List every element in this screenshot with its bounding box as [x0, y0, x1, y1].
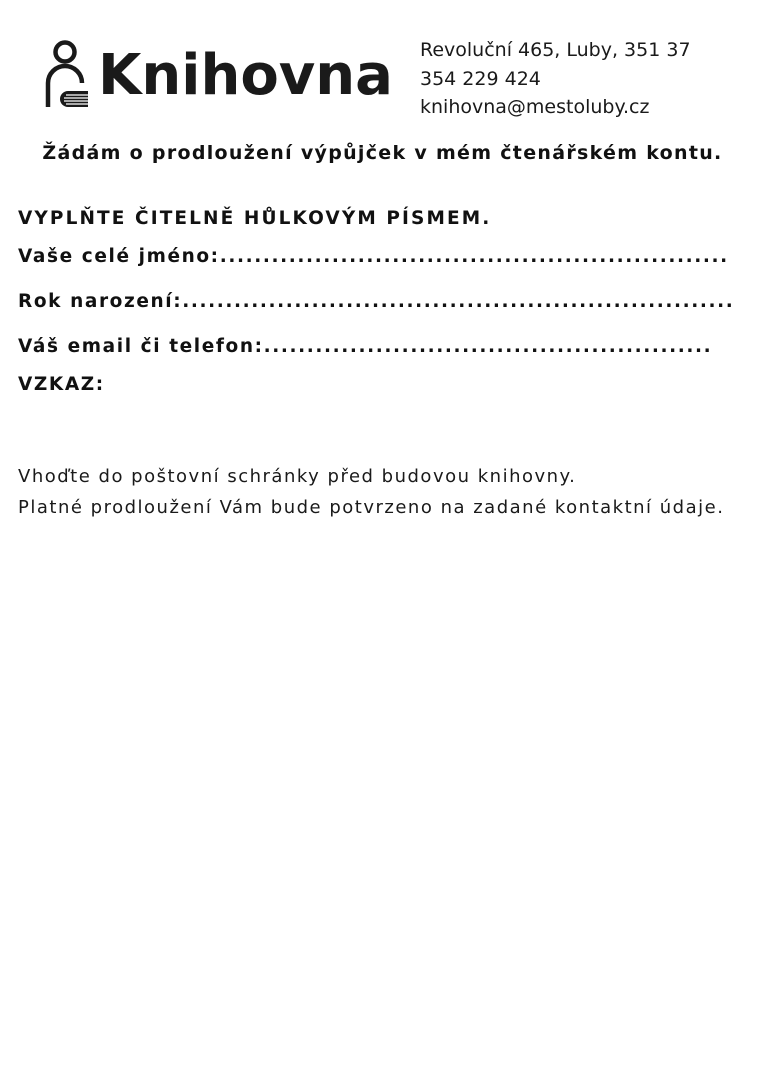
- field-message: [18, 374, 105, 395]
- note-confirmation: Platné prodloužení Vám bude potvrzeno na zadané kontaktní údaje.: [18, 497, 725, 518]
- reader-with-book-icon: [44, 39, 90, 109]
- phone: 354 229 424: [420, 67, 541, 90]
- library-logo: [44, 38, 393, 110]
- field-full-name: [18, 246, 729, 267]
- contact-info: [420, 36, 691, 122]
- field-label: Vaše celé jméno:: [18, 246, 220, 267]
- logo-wordmark: Knihovna: [98, 43, 393, 108]
- field-label: Váš email či telefon:: [18, 336, 264, 357]
- field-contact: [18, 336, 712, 357]
- form-heading: Žádám o prodloužení výpůjček v mém čtenářském kontu.: [42, 142, 723, 164]
- email: knihovna@mestoluby.cz: [420, 96, 650, 118]
- field-birth-year: [18, 291, 734, 312]
- field-label: Rok narození:: [18, 291, 183, 312]
- address: Revoluční 465, Luby, 351 37: [420, 39, 691, 61]
- field-blank: ................................................................: [182, 291, 735, 312]
- fill-instruction: VYPLŇTE ČITELNĚ HŮLKOVÝM PÍSMEM.: [18, 208, 492, 229]
- note-dropoff: Vhoďte do poštovní schránky před budovou knihovny.: [18, 466, 577, 487]
- field-label: VZKAZ:: [18, 374, 105, 395]
- field-blank: ...........................................................: [219, 246, 729, 267]
- field-blank: ....................................................: [263, 336, 713, 357]
